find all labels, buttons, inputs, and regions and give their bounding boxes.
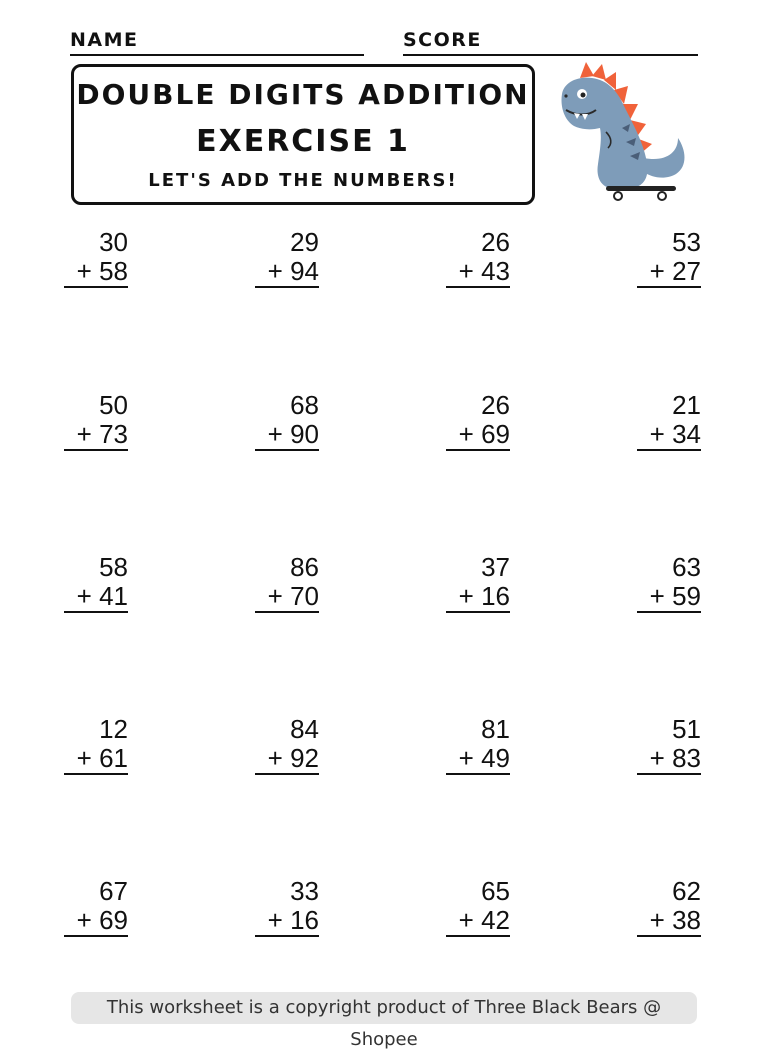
plus-sign: + bbox=[76, 581, 92, 611]
addend-bottom bbox=[637, 582, 701, 613]
addend-bottom bbox=[637, 420, 701, 451]
addend-top: 68 bbox=[290, 390, 319, 420]
addend-bottom bbox=[255, 582, 319, 613]
name-field[interactable] bbox=[70, 26, 364, 56]
addend-top: 84 bbox=[290, 714, 319, 744]
problem-4 bbox=[637, 228, 701, 288]
addend-top: 29 bbox=[290, 227, 319, 257]
plus-sign: + bbox=[76, 256, 92, 286]
addend-bottom-value: 59 bbox=[672, 581, 701, 611]
addend-top: 81 bbox=[481, 714, 510, 744]
problem-16 bbox=[637, 715, 701, 775]
worksheet-title: DOUBLE DIGITS ADDITION bbox=[76, 78, 530, 111]
addend-bottom-value: 69 bbox=[481, 419, 510, 449]
dinosaur-on-skateboard-icon bbox=[552, 58, 702, 204]
problem-3 bbox=[446, 228, 510, 288]
skateboard-wheel bbox=[658, 192, 666, 200]
addend-bottom-value: 92 bbox=[290, 743, 319, 773]
exercise-number: EXERCISE 1 bbox=[196, 124, 410, 159]
problem-14 bbox=[255, 715, 319, 775]
addend-bottom-value: 43 bbox=[481, 256, 510, 286]
problem-1 bbox=[64, 228, 128, 288]
addend-bottom bbox=[446, 906, 510, 937]
problem-17 bbox=[64, 877, 128, 937]
dino-pupil bbox=[581, 93, 586, 98]
addend-bottom bbox=[446, 420, 510, 451]
addend-bottom-value: 41 bbox=[99, 581, 128, 611]
addend-bottom-value: 61 bbox=[99, 743, 128, 773]
addend-bottom-value: 27 bbox=[672, 256, 701, 286]
problem-7 bbox=[446, 391, 510, 451]
addend-top: 51 bbox=[672, 714, 701, 744]
addend-bottom bbox=[255, 257, 319, 288]
plus-sign: + bbox=[267, 905, 283, 935]
problem-20 bbox=[637, 877, 701, 937]
dino-body bbox=[562, 78, 648, 188]
addend-bottom-value: 38 bbox=[672, 905, 701, 935]
addend-top: 62 bbox=[672, 876, 701, 906]
plus-sign: + bbox=[649, 905, 665, 935]
addend-top: 58 bbox=[99, 552, 128, 582]
plus-sign: + bbox=[267, 419, 283, 449]
problem-19 bbox=[446, 877, 510, 937]
score-label: SCORE bbox=[403, 29, 482, 51]
addend-bottom bbox=[637, 257, 701, 288]
plus-sign: + bbox=[267, 743, 283, 773]
addend-bottom-value: 58 bbox=[99, 256, 128, 286]
addend-bottom bbox=[446, 744, 510, 775]
addend-top: 21 bbox=[672, 390, 701, 420]
plus-sign: + bbox=[458, 256, 474, 286]
plus-sign: + bbox=[649, 581, 665, 611]
addend-bottom bbox=[64, 906, 128, 937]
addend-bottom-value: 69 bbox=[99, 905, 128, 935]
plus-sign: + bbox=[267, 581, 283, 611]
skateboard-wheel bbox=[614, 192, 622, 200]
addend-top: 53 bbox=[672, 227, 701, 257]
addend-top: 63 bbox=[672, 552, 701, 582]
addend-top: 33 bbox=[290, 876, 319, 906]
problem-18 bbox=[255, 877, 319, 937]
addend-bottom-value: 42 bbox=[481, 905, 510, 935]
addend-bottom bbox=[637, 744, 701, 775]
addend-bottom-value: 16 bbox=[481, 581, 510, 611]
plus-sign: + bbox=[649, 419, 665, 449]
addend-bottom-value: 94 bbox=[290, 256, 319, 286]
problem-8 bbox=[637, 391, 701, 451]
addend-bottom-value: 90 bbox=[290, 419, 319, 449]
addend-bottom-value: 16 bbox=[290, 905, 319, 935]
addend-bottom-value: 70 bbox=[290, 581, 319, 611]
problem-12 bbox=[637, 553, 701, 613]
plus-sign: + bbox=[458, 581, 474, 611]
plus-sign: + bbox=[458, 743, 474, 773]
addend-bottom bbox=[255, 906, 319, 937]
dino-nostril bbox=[564, 94, 567, 97]
addend-bottom bbox=[446, 582, 510, 613]
skateboard-deck bbox=[606, 186, 676, 191]
addend-bottom bbox=[255, 744, 319, 775]
problem-10 bbox=[255, 553, 319, 613]
problem-2 bbox=[255, 228, 319, 288]
addend-top: 50 bbox=[99, 390, 128, 420]
addend-bottom bbox=[64, 744, 128, 775]
plus-sign: + bbox=[649, 256, 665, 286]
instruction-text: LET'S ADD THE NUMBERS! bbox=[148, 170, 458, 191]
name-label: NAME bbox=[70, 29, 139, 51]
addend-bottom-value: 49 bbox=[481, 743, 510, 773]
copyright-footer: This worksheet is a copyright product of Three Black Bears @ Shopee bbox=[71, 992, 697, 1024]
addend-bottom bbox=[64, 582, 128, 613]
addend-bottom bbox=[255, 420, 319, 451]
plus-sign: + bbox=[649, 743, 665, 773]
addend-bottom bbox=[446, 257, 510, 288]
problem-11 bbox=[446, 553, 510, 613]
plus-sign: + bbox=[76, 905, 92, 935]
addend-top: 86 bbox=[290, 552, 319, 582]
addend-top: 12 bbox=[99, 714, 128, 744]
plus-sign: + bbox=[458, 905, 474, 935]
plus-sign: + bbox=[267, 256, 283, 286]
addend-bottom bbox=[64, 420, 128, 451]
addend-top: 67 bbox=[99, 876, 128, 906]
problem-5 bbox=[64, 391, 128, 451]
title-box bbox=[71, 64, 535, 205]
plus-sign: + bbox=[76, 419, 92, 449]
addend-bottom-value: 73 bbox=[99, 419, 128, 449]
addend-bottom bbox=[64, 257, 128, 288]
problem-9 bbox=[64, 553, 128, 613]
plus-sign: + bbox=[76, 743, 92, 773]
problem-13 bbox=[64, 715, 128, 775]
addend-top: 37 bbox=[481, 552, 510, 582]
addend-bottom bbox=[637, 906, 701, 937]
addend-top: 26 bbox=[481, 390, 510, 420]
addend-top: 26 bbox=[481, 227, 510, 257]
addend-bottom-value: 83 bbox=[672, 743, 701, 773]
problem-6 bbox=[255, 391, 319, 451]
problem-15 bbox=[446, 715, 510, 775]
addend-bottom-value: 34 bbox=[672, 419, 701, 449]
plus-sign: + bbox=[458, 419, 474, 449]
addend-top: 30 bbox=[99, 227, 128, 257]
score-field[interactable] bbox=[403, 26, 698, 56]
addend-top: 65 bbox=[481, 876, 510, 906]
